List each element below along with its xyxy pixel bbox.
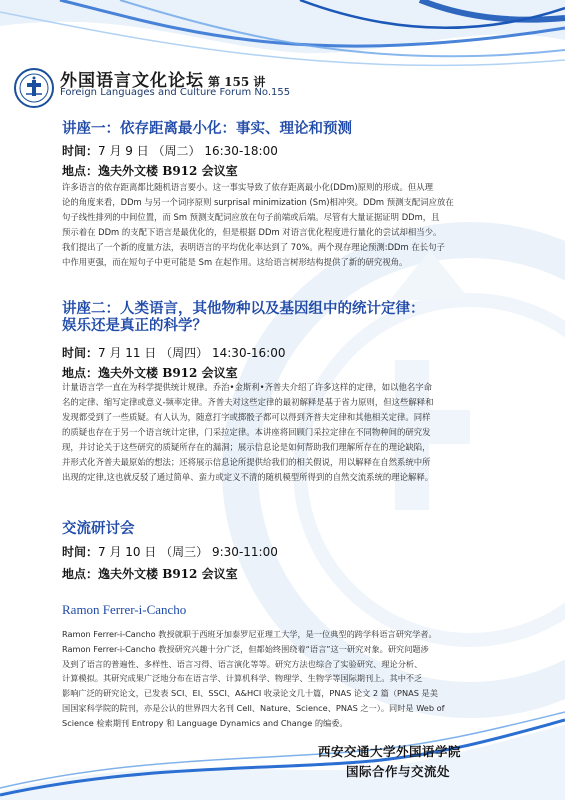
speaker-bio-line: Ramon Ferrer-i-Cancho 教授研究兴趣十分广泛，但都始终围绕着“语言”这一研究对象。研究问题涉: [62, 643, 429, 654]
lecture1-time: [62, 142, 278, 159]
forum-subtitle: Foreign Languages and Culture Forum No.155: [60, 87, 291, 98]
lecture2-line: 现，并讨论关于这些研究的质疑所存在的漏洞；展示信息论是如何帮助我们理解所存在的理论缺陷，: [62, 442, 431, 452]
lecture2-line: 名的定律、缩写定律或意义-频率定律。齐普夫对这些定律的最初解释是基于省力原则，但这些解释和: [62, 397, 434, 407]
speaker-bio-line: 计算模拟。其研究成果广泛地分布在语言学、计算机科学、物理学、生物学等国际期刊上。其中不乏: [62, 673, 423, 684]
lecture1-line: 许多语言的依存距离都比随机语言要小。这一事实导致了依存距离最小化(DDm)原则的形成。但从理: [62, 182, 433, 192]
lecture2-place-value: 逸夫外文楼 B912 会议室: [98, 366, 238, 380]
lecture1-title: 讲座一：依存距离最小化：事实、理论和预测: [62, 121, 352, 137]
lecture1-abstract: [62, 180, 540, 270]
footer-organizer-office: 国际合作与交流处: [346, 764, 451, 779]
speaker-bio: [62, 627, 552, 731]
forum-title-text: 外国语言文化论坛: [60, 71, 204, 91]
seminar-time: [62, 543, 278, 560]
seminar-place-value: 逸夫外文楼 B912 会议室: [98, 567, 238, 581]
lecture1-place-label: 地点：: [62, 164, 99, 178]
lecture1-line: 中作用更强，而在短句子中更可能是 Sm 在起作用。这给语言树形结构提供了新的研究视角。: [62, 257, 408, 267]
lecture2-time: [62, 344, 286, 361]
speaker-bio-line: 影响广泛的研究论文，已发表 SCI、EI、SSCI、A&HCI 收录论文几十篇，PNAS 论文 2 篇（PNAS 是美: [62, 688, 438, 699]
lecture2-place-label: 地点：: [62, 366, 99, 380]
lecture2-place: [62, 364, 238, 381]
forum-issue-number: 第 155 讲: [208, 75, 266, 89]
lecture1-line: 预示着在 DDm 的支配下语言是最优化的，但是根据 DDm 对语言优化程度进行量化的尝试却相当少。: [62, 227, 442, 237]
speaker-bio-line: Science 检索期刊 Entropy 和 Language Dynamics and Change 的编委。: [62, 717, 348, 728]
lecture2-time-value: 7 月 11 日 （周四） 14:30-16:00: [98, 346, 286, 360]
lecture2-title: [62, 301, 425, 335]
lecture1-time-value: 7 月 9 日 （周二） 16:30-18:00: [98, 144, 278, 158]
lecture1-line: 论的角度来看，DDm 与另一个词序原则 surprisal minimization (Sm)相冲突。DDm 预测支配词应放在: [62, 197, 454, 207]
seminar-time-value: 7 月 10 日 （周三） 9:30-11:00: [98, 545, 278, 559]
lecture2-abstract: [62, 380, 540, 485]
speaker-bio-line: Ramon Ferrer-i-Cancho 教授就职于西班牙加泰罗尼亚理工大学，是一位典型的跨学科语言研究学者。: [62, 629, 437, 639]
lecture1-line: 我们提出了一个新的度量方法，表明语言的平均优化率达到了 70%。两个现存理论预测:DDm 在长句子: [62, 242, 445, 252]
seminar-place: [62, 565, 238, 582]
lecture2-time-label: 时间：: [62, 346, 99, 360]
seminar-title: 交流研讨会: [62, 521, 135, 537]
university-logo-icon: [14, 68, 54, 108]
speaker-name: Ramon Ferrer-i-Cancho: [62, 602, 187, 617]
lecture2-title-line1: 讲座二：人类语言，其他物种以及基因组中的统计定律：: [62, 301, 425, 317]
lecture2-line: 并形式化齐普夫最原始的想法；还将展示信息论所提供给我们的相关假说，用以解释在自然系统中所: [62, 457, 431, 467]
lecture1-line: 句子线性排列的中间位置，而 Sm 预测支配词应放在句子前端或后端。尽管有大量证据证明 DDm，且: [62, 212, 440, 222]
seminar-place-label: 地点：: [62, 567, 99, 581]
seminar-time-label: 时间：: [62, 545, 99, 559]
speaker-bio-line: 国国家科学院的院刊，亦是公认的世界四大名刊 Cell、Nature、Science、PNAS 之一）。同时是 Web of: [62, 702, 445, 713]
lecture2-line: 计量语言学一直在为科学提供统计规律。乔治•金斯利•齐普夫介绍了许多这样的定律，如以他名字命: [62, 382, 433, 392]
lecture2-title-line2: 娱乐还是真正的科学？: [62, 318, 207, 334]
lecture1-place-value: 逸夫外文楼 B912 会议室: [98, 164, 238, 178]
lecture2-line: 的质疑也存在于另一个语言统计定律，门采拉定律。本讲座将回顾门采拉定律在不同物种间的研究发: [62, 427, 431, 437]
lecture2-line: 发现都受到了一些质疑。有人认为，随意打字或掷骰子都可以得到齐普夫定律和其他相关定律。同样: [62, 412, 431, 422]
footer-organizer-school: 西安交通大学外国语学院: [318, 744, 462, 759]
speaker-bio-line: 及到了语言的普遍性、多样性、语言习得、语言演化等等。研究方法也综合了实验研究、理论分析、: [62, 658, 423, 669]
lecture1-place: [62, 162, 238, 179]
lecture1-time-label: 时间：: [62, 144, 99, 158]
lecture2-line: 出现的定律,这也就反驳了通过简单、蛮力或定义不清的随机模型所得到的自然交流系统的理论解释。: [62, 472, 434, 482]
